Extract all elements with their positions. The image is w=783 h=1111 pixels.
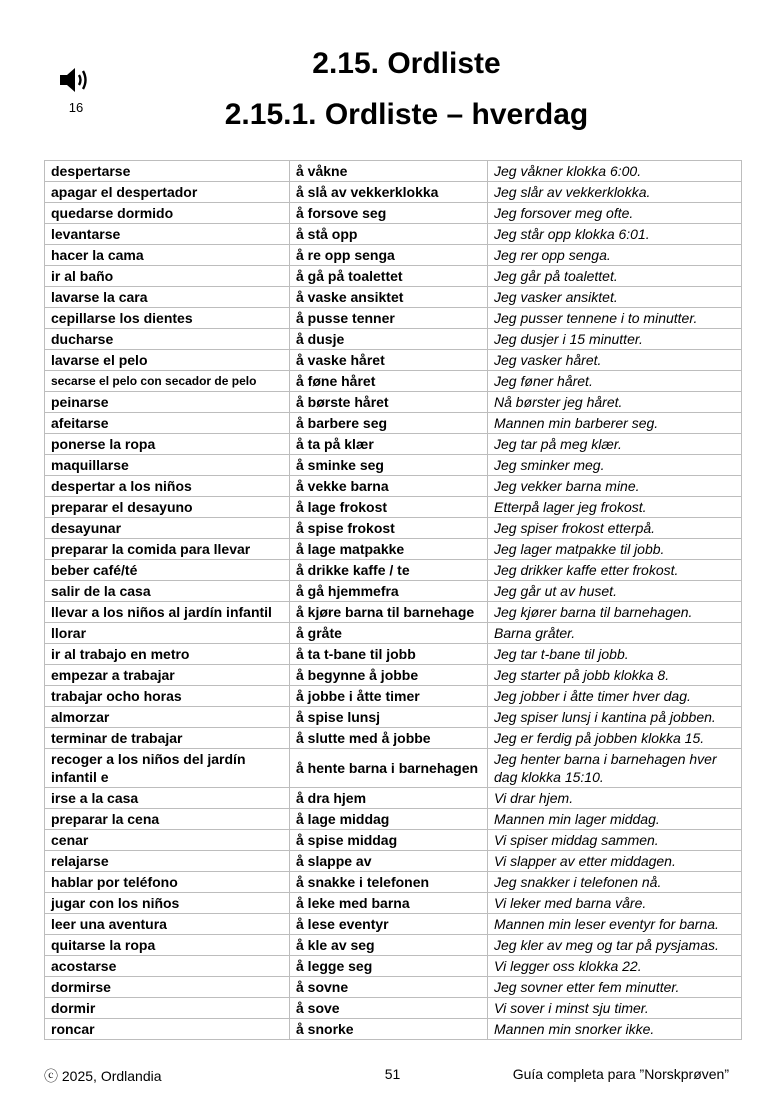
spanish-term: cenar: [45, 830, 290, 851]
norwegian-term: å vaske håret: [290, 350, 488, 371]
spanish-term: preparar la cena: [45, 809, 290, 830]
spanish-term: quitarse la ropa: [45, 935, 290, 956]
spanish-term: preparar el desayuno: [45, 497, 290, 518]
example-sentence: Jeg snakker i telefonen nå.: [488, 872, 742, 893]
norwegian-term: å kle av seg: [290, 935, 488, 956]
spanish-term: roncar: [45, 1019, 290, 1040]
table-row: [45, 476, 742, 497]
norwegian-term: å ta t-bane til jobb: [290, 644, 488, 665]
example-sentence: Jeg spiser frokost etterpå.: [488, 518, 742, 539]
example-sentence: Barna gråter.: [488, 623, 742, 644]
spanish-term: ir al baño: [45, 266, 290, 287]
norwegian-term: å gå hjemmefra: [290, 581, 488, 602]
spanish-term: afeitarse: [45, 413, 290, 434]
spanish-term: apagar el despertador: [45, 182, 290, 203]
spanish-term: beber café/té: [45, 560, 290, 581]
table-row: [45, 788, 742, 809]
table-row: [45, 539, 742, 560]
table-row: [45, 518, 742, 539]
example-sentence: Jeg vekker barna mine.: [488, 476, 742, 497]
norwegian-term: å spise lunsj: [290, 707, 488, 728]
example-sentence: Jeg forsover meg ofte.: [488, 203, 742, 224]
spanish-term: ponerse la ropa: [45, 434, 290, 455]
spanish-term: dormirse: [45, 977, 290, 998]
example-sentence: Jeg våkner klokka 6:00.: [488, 161, 742, 182]
example-sentence: Jeg går ut av huset.: [488, 581, 742, 602]
spanish-term: almorzar: [45, 707, 290, 728]
norwegian-term: å vaske ansiktet: [290, 287, 488, 308]
example-sentence: Jeg er ferdig på jobben klokka 15.: [488, 728, 742, 749]
example-sentence: Vi legger oss klokka 22.: [488, 956, 742, 977]
spanish-term: quedarse dormido: [45, 203, 290, 224]
example-sentence: Jeg spiser lunsj i kantina på jobben.: [488, 707, 742, 728]
norwegian-term: å kjøre barna til barnehage: [290, 602, 488, 623]
example-sentence: Mannen min leser eventyr for barna.: [488, 914, 742, 935]
example-sentence: Nå børster jeg håret.: [488, 392, 742, 413]
norwegian-term: å spise middag: [290, 830, 488, 851]
norwegian-term: å pusse tenner: [290, 308, 488, 329]
spanish-term: salir de la casa: [45, 581, 290, 602]
norwegian-term: å slappe av: [290, 851, 488, 872]
norwegian-term: å børste håret: [290, 392, 488, 413]
table-row: [45, 956, 742, 977]
norwegian-term: å snorke: [290, 1019, 488, 1040]
example-sentence: Mannen min barberer seg.: [488, 413, 742, 434]
table-row: [45, 329, 742, 350]
example-sentence: Jeg lager matpakke til jobb.: [488, 539, 742, 560]
table-row: [45, 245, 742, 266]
norwegian-term: å lage middag: [290, 809, 488, 830]
spanish-term: despertar a los niños: [45, 476, 290, 497]
norwegian-term: å spise frokost: [290, 518, 488, 539]
spanish-term: hablar por teléfono: [45, 872, 290, 893]
norwegian-term: å sminke seg: [290, 455, 488, 476]
example-sentence: Vi spiser middag sammen.: [488, 830, 742, 851]
copyright: ⓒ 2025, Ordlandia: [44, 1068, 162, 1084]
spanish-term: preparar la comida para llevar: [45, 539, 290, 560]
norwegian-term: å legge seg: [290, 956, 488, 977]
table-row: [45, 935, 742, 956]
norwegian-term: å snakke i telefonen: [290, 872, 488, 893]
norwegian-term: å begynne å jobbe: [290, 665, 488, 686]
example-sentence: Jeg kler av meg og tar på pysjamas.: [488, 935, 742, 956]
norwegian-term: å drikke kaffe / te: [290, 560, 488, 581]
spanish-term: recoger a los niños del jardín infantil e: [45, 749, 290, 788]
section-title: 2.15.1. Ordliste – hverdag: [224, 98, 589, 131]
norwegian-term: å barbere seg: [290, 413, 488, 434]
example-sentence: Jeg kjører barna til barnehagen.: [488, 602, 742, 623]
example-sentence: Vi slapper av etter middagen.: [488, 851, 742, 872]
example-sentence: Vi sover i minst sju timer.: [488, 998, 742, 1019]
table-row: [45, 1019, 742, 1040]
spanish-term: peinarse: [45, 392, 290, 413]
example-sentence: Vi drar hjem.: [488, 788, 742, 809]
spanish-term: maquillarse: [45, 455, 290, 476]
table-row: [45, 977, 742, 998]
table-row: [45, 830, 742, 851]
page-number: 51: [384, 1066, 401, 1082]
norwegian-term: å lage matpakke: [290, 539, 488, 560]
spanish-term: llorar: [45, 623, 290, 644]
example-sentence: Jeg pusser tennene i to minutter.: [488, 308, 742, 329]
example-sentence: Jeg føner håret.: [488, 371, 742, 392]
norwegian-term: å vekke barna: [290, 476, 488, 497]
example-sentence: Jeg rer opp senga.: [488, 245, 742, 266]
spanish-term: ducharse: [45, 329, 290, 350]
spanish-term: llevar a los niños al jardín infantil: [45, 602, 290, 623]
example-sentence: Vi leker med barna våre.: [488, 893, 742, 914]
spanish-term: acostarse: [45, 956, 290, 977]
example-sentence: Etterpå lager jeg frokost.: [488, 497, 742, 518]
norwegian-term: å lage frokost: [290, 497, 488, 518]
spanish-term: irse a la casa: [45, 788, 290, 809]
norwegian-term: å lese eventyr: [290, 914, 488, 935]
audio-track-number: 16: [68, 100, 84, 115]
spanish-term: hacer la cama: [45, 245, 290, 266]
table-row: [45, 287, 742, 308]
table-row: [45, 308, 742, 329]
example-sentence: Jeg sminker meg.: [488, 455, 742, 476]
norwegian-term: å gråte: [290, 623, 488, 644]
table-row: [45, 728, 742, 749]
example-sentence: Jeg vasker ansiktet.: [488, 287, 742, 308]
norwegian-term: å dra hjem: [290, 788, 488, 809]
norwegian-term: å stå opp: [290, 224, 488, 245]
vocabulary-table: [44, 160, 742, 1040]
spanish-term: dormir: [45, 998, 290, 1019]
example-sentence: Jeg tar på meg klær.: [488, 434, 742, 455]
table-row: [45, 749, 742, 788]
table-row: [45, 497, 742, 518]
table-row: [45, 455, 742, 476]
norwegian-term: å gå på toalettet: [290, 266, 488, 287]
norwegian-term: å jobbe i åtte timer: [290, 686, 488, 707]
norwegian-term: å våkne: [290, 161, 488, 182]
norwegian-term: å sovne: [290, 977, 488, 998]
spanish-term: ir al trabajo en metro: [45, 644, 290, 665]
spanish-term: levantarse: [45, 224, 290, 245]
spanish-term: cepillarse los dientes: [45, 308, 290, 329]
example-sentence: Jeg henter barna i barnehagen hver dag klokka 15:10.: [488, 749, 742, 788]
table-row: [45, 872, 742, 893]
table-row: [45, 224, 742, 245]
example-sentence: Jeg står opp klokka 6:01.: [488, 224, 742, 245]
norwegian-term: å ta på klær: [290, 434, 488, 455]
table-row: [45, 998, 742, 1019]
table-row: [45, 707, 742, 728]
norwegian-term: å dusje: [290, 329, 488, 350]
example-sentence: Jeg starter på jobb klokka 8.: [488, 665, 742, 686]
table-row: [45, 581, 742, 602]
norwegian-term: å sove: [290, 998, 488, 1019]
spanish-term: jugar con los niños: [45, 893, 290, 914]
table-row: [45, 893, 742, 914]
spanish-term: empezar a trabajar: [45, 665, 290, 686]
table-row: [45, 914, 742, 935]
example-sentence: Jeg går på toalettet.: [488, 266, 742, 287]
spanish-term: secarse el pelo con secador de pelo: [45, 371, 290, 392]
spanish-term: desayunar: [45, 518, 290, 539]
spanish-term: despertarse: [45, 161, 290, 182]
table-row: [45, 851, 742, 872]
norwegian-term: å slutte med å jobbe: [290, 728, 488, 749]
example-sentence: Jeg vasker håret.: [488, 350, 742, 371]
example-sentence: Jeg tar t-bane til jobb.: [488, 644, 742, 665]
norwegian-term: å slå av vekkerklokka: [290, 182, 488, 203]
spanish-term: trabajar ocho horas: [45, 686, 290, 707]
example-sentence: Jeg dusjer i 15 minutter.: [488, 329, 742, 350]
table-row: [45, 371, 742, 392]
spanish-term: lavarse la cara: [45, 287, 290, 308]
page-title: 2.15. Ordliste: [312, 47, 501, 80]
spanish-term: relajarse: [45, 851, 290, 872]
norwegian-term: å føne håret: [290, 371, 488, 392]
table-row: [45, 266, 742, 287]
example-sentence: Mannen min lager middag.: [488, 809, 742, 830]
book-title: Guía completa para ”Norskprøven”: [512, 1066, 729, 1082]
table-row: [45, 434, 742, 455]
table-row: [45, 413, 742, 434]
spanish-term: terminar de trabajar: [45, 728, 290, 749]
table-row: [45, 182, 742, 203]
table-row: [45, 644, 742, 665]
example-sentence: Jeg jobber i åtte timer hver dag.: [488, 686, 742, 707]
norwegian-term: å forsove seg: [290, 203, 488, 224]
norwegian-term: å hente barna i barnehagen: [290, 749, 488, 788]
example-sentence: Jeg slår av vekkerklokka.: [488, 182, 742, 203]
spanish-term: leer una aventura: [45, 914, 290, 935]
table-row: [45, 602, 742, 623]
table-row: [45, 623, 742, 644]
spanish-term: lavarse el pelo: [45, 350, 290, 371]
table-row: [45, 203, 742, 224]
norwegian-term: å re opp senga: [290, 245, 488, 266]
table-row: [45, 809, 742, 830]
table-row: [45, 560, 742, 581]
example-sentence: Jeg sovner etter fem minutter.: [488, 977, 742, 998]
table-row: [45, 161, 742, 182]
table-row: [45, 686, 742, 707]
table-row: [45, 665, 742, 686]
vocabulary-table-body: [45, 161, 742, 1040]
example-sentence: Jeg drikker kaffe etter frokost.: [488, 560, 742, 581]
norwegian-term: å leke med barna: [290, 893, 488, 914]
table-row: [45, 350, 742, 371]
table-row: [45, 392, 742, 413]
example-sentence: Mannen min snorker ikke.: [488, 1019, 742, 1040]
